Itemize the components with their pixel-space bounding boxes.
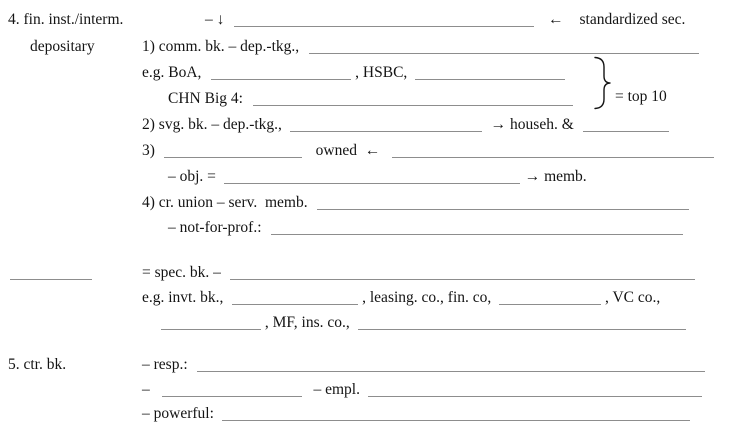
hsbc-label: , HSBC, [355, 64, 408, 81]
blank-line [290, 117, 482, 132]
empl-line [142, 380, 702, 400]
mf-ins-label: , MF, ins. co., [264, 314, 350, 331]
blank-line [161, 315, 261, 330]
comm-bk-line [142, 37, 699, 57]
cr-union-label: 4) cr. union – serv. memb. [142, 194, 308, 211]
spec-examples-line-2 [161, 313, 686, 333]
left-arrow-icon: ← [548, 11, 564, 28]
vc-co-label: , VC co., [605, 289, 661, 306]
blank-line [234, 12, 534, 27]
blank-line [392, 143, 714, 158]
item3-line [142, 141, 714, 161]
blank-line [583, 117, 669, 132]
resp-label: – resp.: [142, 356, 188, 373]
section-5-heading [8, 355, 66, 375]
obj-line [168, 167, 587, 187]
leasing-fin-label: , leasing. co., fin. co, [362, 289, 492, 306]
depositary-label: depositary [30, 38, 95, 55]
blank-line [224, 169, 520, 184]
brace-note-line [615, 87, 667, 107]
cr-union-line [142, 193, 689, 213]
dash-label: – [142, 381, 150, 398]
blank-line [162, 382, 302, 397]
dash-down-arrow-icon: – ↓ [205, 11, 225, 28]
blank-line [10, 265, 92, 280]
section-4-title: 4. fin. inst./interm. [8, 11, 124, 28]
blank-line [317, 195, 689, 210]
not-for-prof-label: – not-for-prof.: [168, 219, 262, 236]
not-for-prof-line [168, 218, 683, 238]
blank-line [232, 290, 358, 305]
chn-big4-label: CHN Big 4: [168, 90, 243, 107]
item3-number: 3) [142, 142, 155, 159]
boa-label: e.g. BoA, [142, 64, 202, 81]
househ-result-label: → househ. & [490, 116, 574, 133]
invt-bk-label: e.g. invt. bk., [142, 289, 224, 306]
blank-line [211, 65, 351, 80]
chn-big4-line [168, 89, 573, 109]
section-4-subheading [30, 37, 95, 57]
spec-bk-line [142, 263, 695, 283]
blank-line [309, 39, 699, 54]
comm-bk-label: 1) comm. bk. – dep.-tkg., [142, 38, 300, 55]
left-arrow-icon: ← [364, 142, 381, 159]
section-5-title: 5. ctr. bk. [8, 356, 67, 373]
resp-line [142, 355, 705, 375]
intro-line [205, 10, 685, 30]
blank-line [164, 143, 302, 158]
blank-line [358, 315, 686, 330]
empl-label: – empl. [313, 381, 360, 398]
blank-line [415, 65, 565, 80]
section-4-heading [8, 10, 123, 30]
blank-line [499, 290, 601, 305]
top-10-note: = top 10 [615, 88, 667, 105]
examples-line [142, 63, 565, 83]
obj-label: – obj. = [168, 168, 216, 185]
blank-line [230, 265, 695, 280]
standardized-sec-note: standardized sec. [579, 11, 686, 28]
svg-bk-line [142, 115, 669, 135]
grouping-brace-icon [593, 56, 613, 110]
spec-examples-line-1 [142, 288, 660, 308]
powerful-line [142, 404, 690, 424]
svg-bk-label: 2) svg. bk. – dep.-tkg., [142, 116, 282, 133]
blank-line [197, 357, 705, 372]
blank-line [368, 382, 702, 397]
spec-bk-label: = spec. bk. – [142, 264, 221, 281]
owned-label: owned [315, 142, 357, 159]
powerful-label: – powerful: [142, 405, 214, 422]
memb-result-label: → memb. [524, 168, 587, 185]
margin-blank-line [10, 263, 92, 283]
blank-line [271, 220, 683, 235]
blank-line [222, 406, 690, 421]
blank-line [253, 91, 573, 106]
